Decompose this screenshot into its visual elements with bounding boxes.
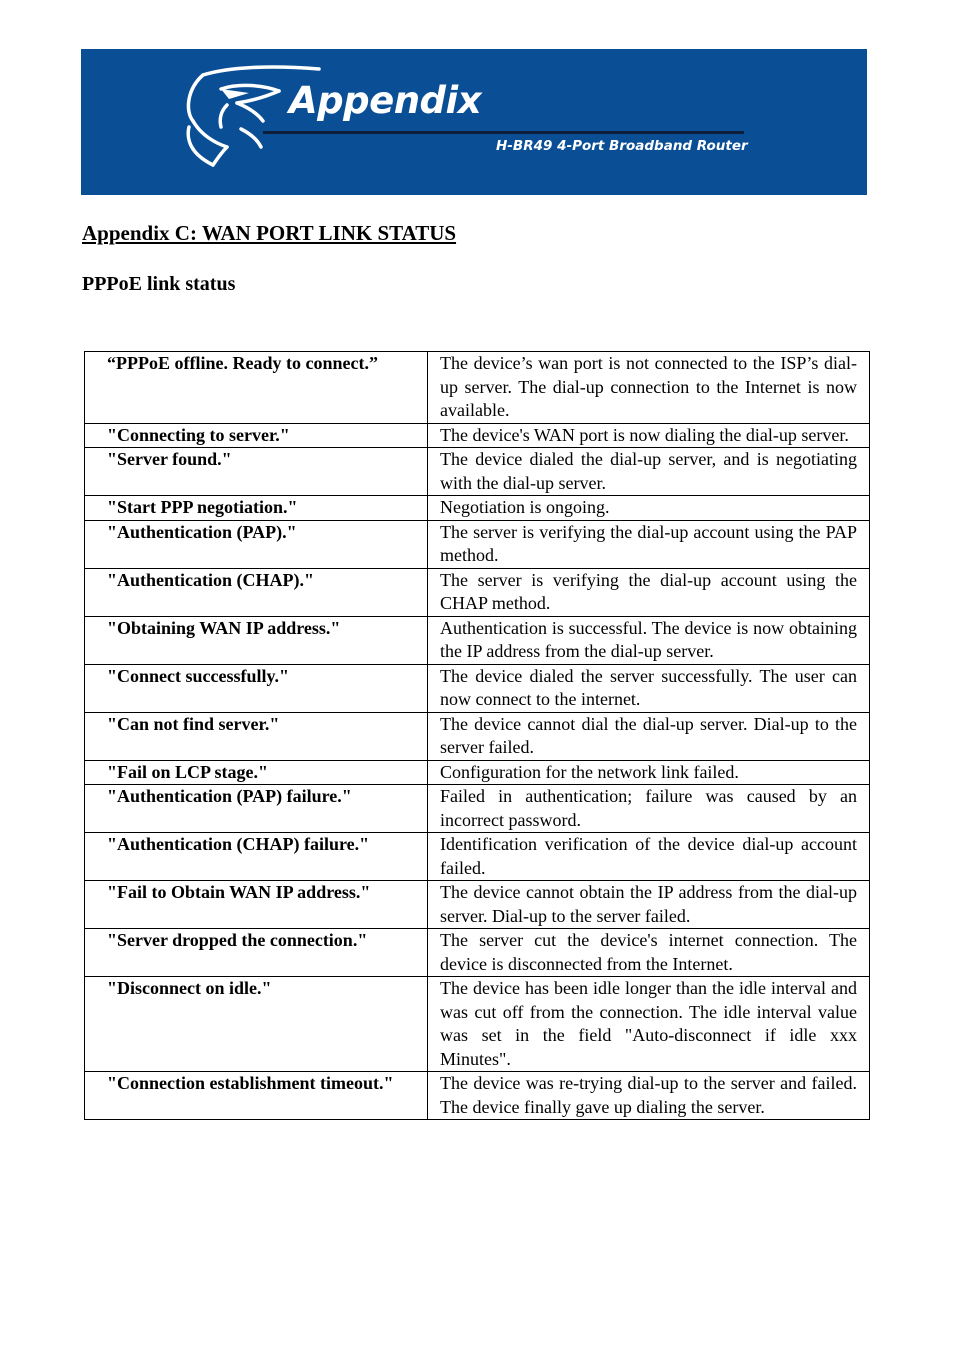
banner-title: Appendix (289, 79, 482, 122)
table-row (85, 881, 870, 929)
table-row (85, 496, 870, 521)
status-description: The device’s wan port is not connected to the ISP’s dial-up server. The dial-up connection to the Internet is now available. (428, 352, 870, 424)
table-row (85, 1072, 870, 1120)
status-term-cell (85, 1072, 428, 1120)
status-term-cell (85, 881, 428, 929)
status-term: "Connect successfully." (107, 665, 289, 686)
eagle-head-icon (81, 49, 867, 195)
status-description: Authentication is successful. The device is now obtaining the IP address from the dial-up server. (428, 616, 870, 664)
status-term-cell (85, 977, 428, 1072)
status-description: The device cannot dial the dial-up server. Dial-up to the server failed. (428, 712, 870, 760)
table-row (85, 785, 870, 833)
link-status-table (84, 351, 870, 1120)
status-term-cell (85, 496, 428, 521)
table-row (85, 423, 870, 448)
status-description: Configuration for the network link failed. (428, 760, 870, 785)
banner-subtitle: H-BR49 4-Port Broadband Router (496, 138, 748, 154)
status-term-cell (85, 785, 428, 833)
status-description: Negotiation is ongoing. (428, 496, 870, 521)
banner-rule (263, 131, 744, 134)
status-term: "Start PPP negotiation." (107, 497, 298, 517)
table-row (85, 568, 870, 616)
table-row (85, 929, 870, 977)
status-term: "Disconnect on idle." (107, 978, 272, 998)
status-term: "Obtaining WAN IP address." (107, 617, 341, 638)
status-term: "Server found." (107, 449, 232, 469)
status-term: "Fail on LCP stage." (107, 761, 268, 782)
table-row (85, 664, 870, 712)
status-description: The device's WAN port is now dialing the dial-up server. (428, 423, 870, 448)
table-row (85, 977, 870, 1072)
status-term-cell (85, 352, 428, 424)
status-term: "Authentication (PAP) failure." (107, 786, 352, 806)
status-term-cell (85, 568, 428, 616)
status-term-cell (85, 664, 428, 712)
status-term-cell (85, 833, 428, 881)
status-description: The device dialed the server successfully. The user can now connect to the internet. (428, 664, 870, 712)
status-description: The device was re-trying dial-up to the server and failed. The device finally gave up dialing the server. (428, 1072, 870, 1120)
status-term-cell (85, 520, 428, 568)
status-description: The server is verifying the dial-up account using the CHAP method. (428, 568, 870, 616)
status-term: "Can not find server." (107, 713, 280, 734)
status-description: The device cannot obtain the IP address from the dial-up server. Dial-up to the server failed. (428, 881, 870, 929)
appendix-heading: Appendix C: WAN PORT LINK STATUS (82, 221, 457, 245)
table-row (85, 352, 870, 424)
status-description: Identification verification of the device dial-up account failed. (428, 833, 870, 881)
status-term-cell (85, 760, 428, 785)
appendix-banner (81, 49, 867, 195)
status-description: Failed in authentication; failure was caused by an incorrect password. (428, 785, 870, 833)
status-term-cell (85, 929, 428, 977)
status-term: "Authentication (PAP)." (107, 521, 297, 542)
table-row (85, 520, 870, 568)
status-description: The device has been idle longer than the idle interval and was cut off from the connection. The idle interval value was set in the field "Auto-disconnect if idle xxx Minutes". (428, 977, 870, 1072)
status-term: "Server dropped the connection." (107, 930, 368, 950)
status-term: “PPPoE offline. Ready to connect.” (107, 353, 378, 373)
status-description: The device dialed the dial-up server, and is negotiating with the dial-up server. (428, 448, 870, 496)
table-row (85, 712, 870, 760)
status-term: "Connecting to server." (107, 424, 290, 445)
table-row (85, 616, 870, 664)
table-row (85, 833, 870, 881)
status-term: "Authentication (CHAP)." (107, 569, 314, 590)
status-term: "Connection establishment timeout." (107, 1073, 394, 1093)
status-term: "Fail to Obtain WAN IP address." (107, 882, 371, 902)
status-description: The server is verifying the dial-up account using the PAP method. (428, 520, 870, 568)
status-term-cell (85, 616, 428, 664)
section-subheading: PPPoE link status (82, 273, 236, 295)
status-term: "Authentication (CHAP) failure." (107, 834, 370, 854)
table-row (85, 448, 870, 496)
status-term-cell (85, 448, 428, 496)
status-term-cell (85, 712, 428, 760)
status-description: The server cut the device's internet connection. The device is disconnected from the Internet. (428, 929, 870, 977)
status-term-cell (85, 423, 428, 448)
table-row (85, 760, 870, 785)
